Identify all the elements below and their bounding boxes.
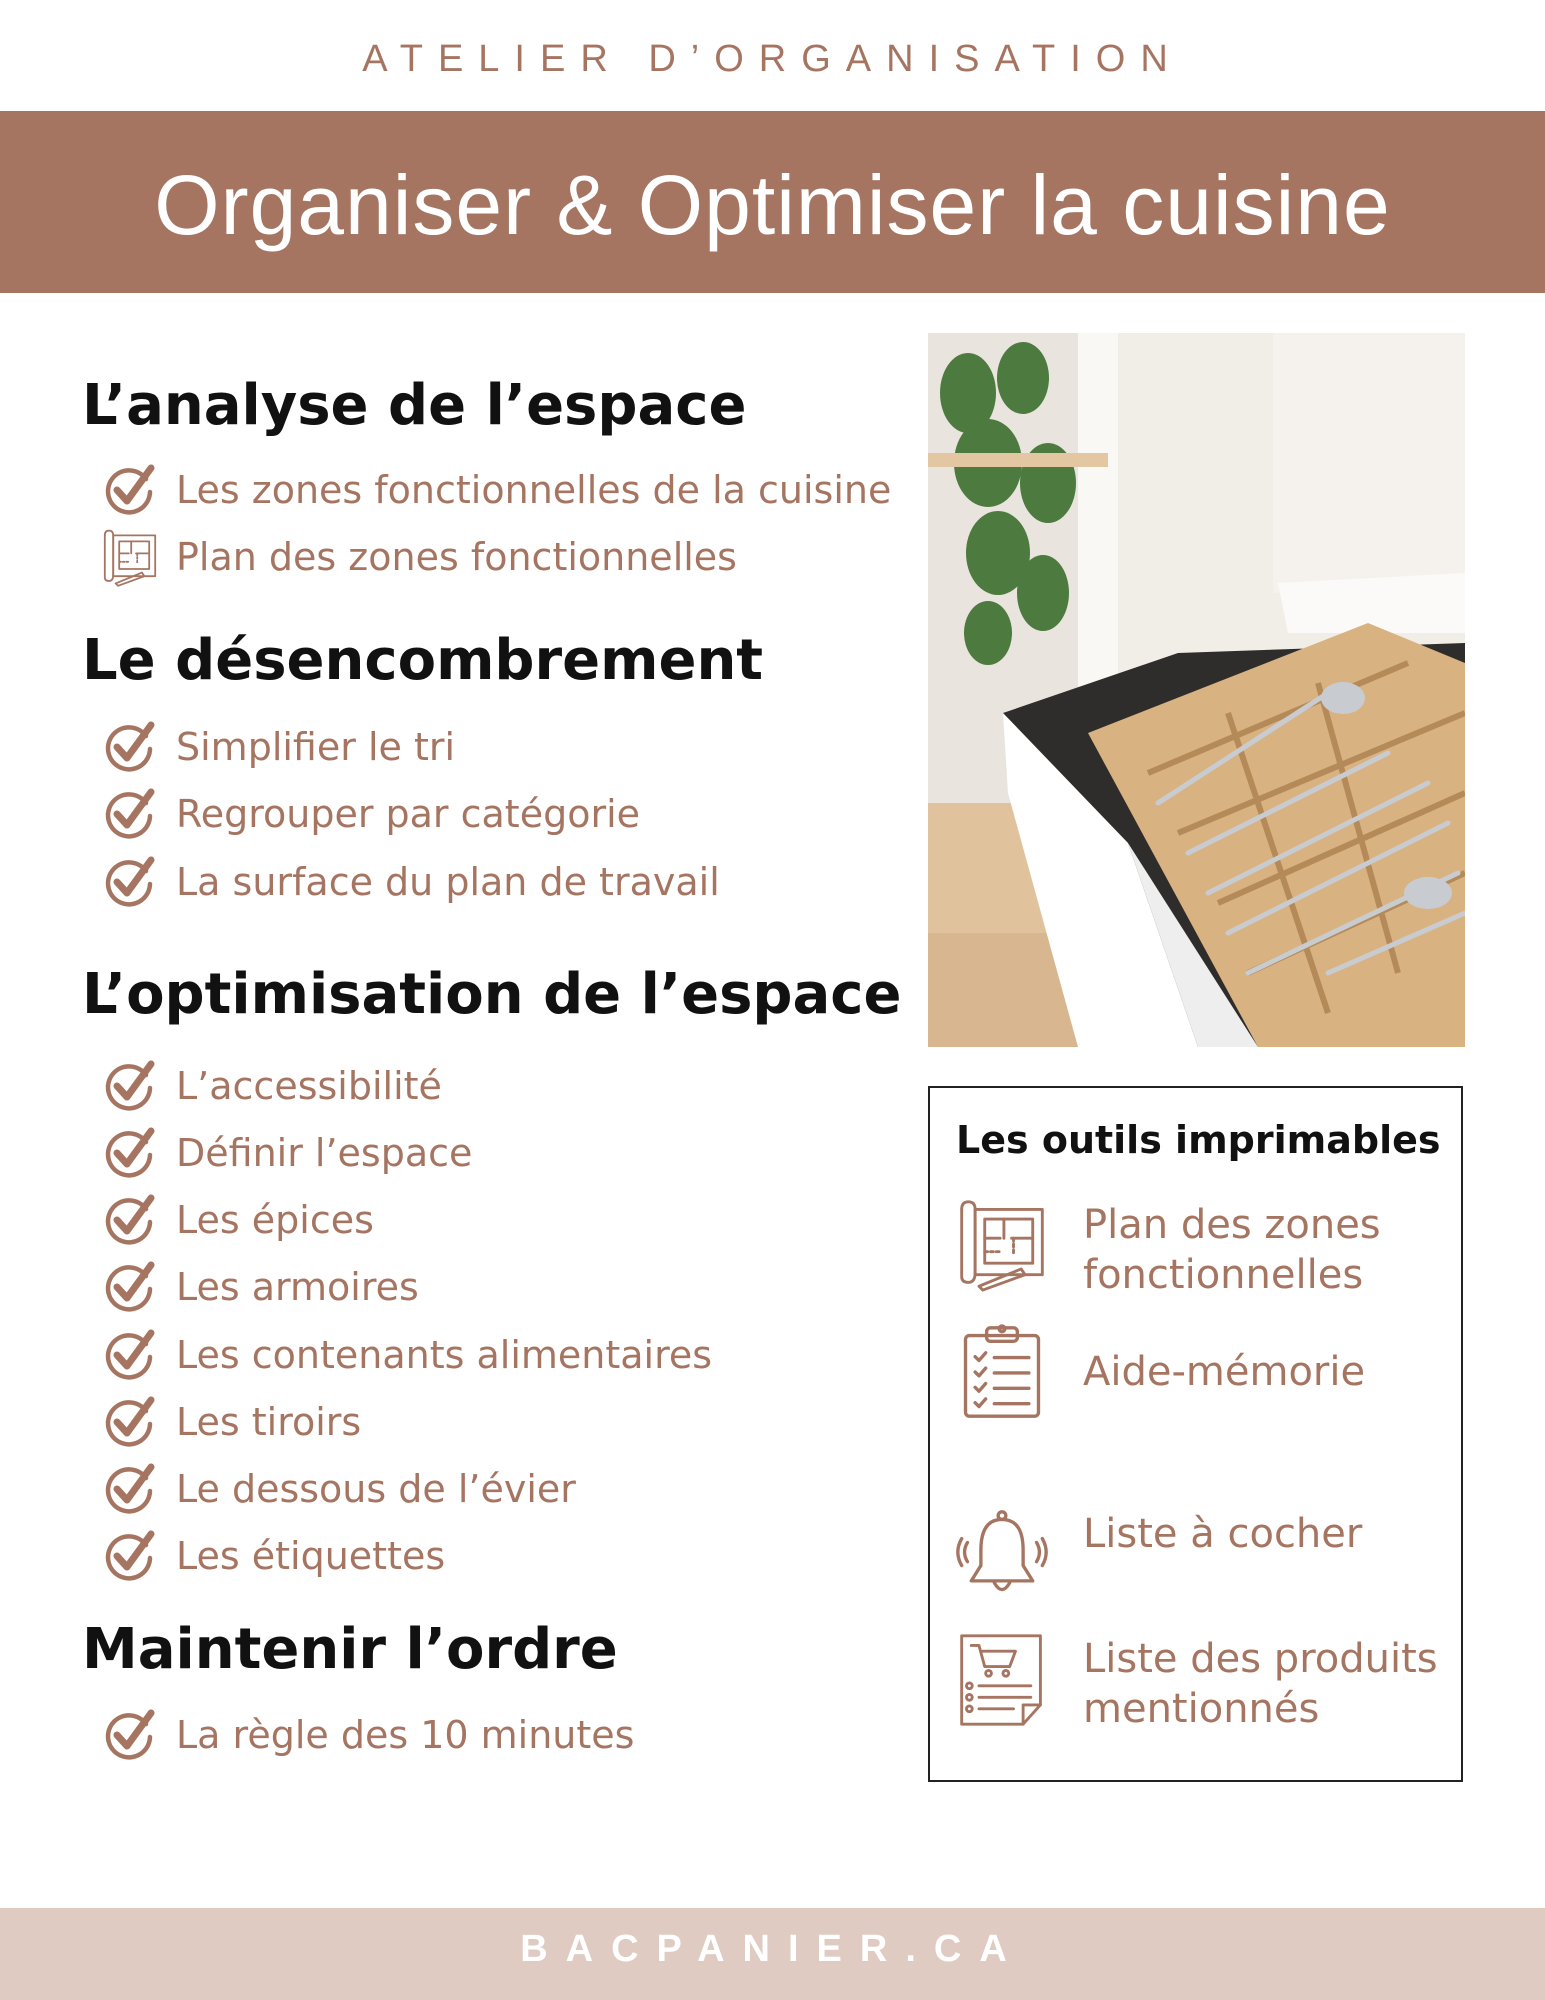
list-item-label: L’accessibilité [176, 1064, 442, 1108]
check-circle-icon [100, 1459, 160, 1519]
list-item [100, 1526, 445, 1586]
bell-icon [954, 1506, 1050, 1602]
check-circle-icon [100, 1325, 160, 1385]
check-circle-icon [100, 1257, 160, 1317]
shopping-list-icon [954, 1632, 1050, 1728]
list-item-label: Les épices [176, 1198, 374, 1242]
list-item [100, 1257, 419, 1317]
tool-label-line: mentionnés [1083, 1686, 1320, 1732]
check-circle-icon [100, 460, 160, 520]
list-item [100, 852, 720, 912]
list-item-label: Les contenants alimentaires [176, 1333, 713, 1377]
list-item [100, 1056, 442, 1116]
list-item [100, 1123, 472, 1183]
tool-label-line: Plan des zones [1083, 1202, 1381, 1248]
list-item [100, 784, 640, 844]
check-circle-icon [100, 784, 160, 844]
section-heading-desencombrement: Le désencombrement [82, 628, 764, 693]
clipboard-checklist-icon [954, 1324, 1050, 1420]
check-circle-icon [100, 717, 160, 777]
kitchen-drawer-photo [928, 333, 1465, 1047]
section-heading-analyse: L’analyse de l’espace [82, 373, 747, 438]
check-circle-icon [100, 1190, 160, 1250]
check-circle-icon [100, 1392, 160, 1452]
tools-title: Les outils imprimables [956, 1118, 1441, 1162]
check-circle-icon [100, 1526, 160, 1586]
list-item-label: Les tiroirs [176, 1400, 362, 1444]
footer [0, 1908, 1545, 2000]
page-title: Organiser & Optimiser la cuisine [154, 158, 1391, 252]
tool-label-plan [1083, 1200, 1381, 1300]
floor-plan-icon [954, 1196, 1050, 1292]
tool-label-aide-memoire [1083, 1347, 1365, 1397]
tool-label-line: Aide-mémorie [1083, 1349, 1366, 1395]
list-item-label: Définir l’espace [176, 1131, 473, 1175]
check-circle-icon [100, 1705, 160, 1765]
list-item-label: Regrouper par catégorie [176, 792, 641, 836]
list-item-label: Les zones fonctionnelles de la cuisine [176, 468, 892, 512]
tool-label-line: fonctionnelles [1083, 1252, 1364, 1298]
workshop-eyebrow: ATELIER D’ORGANISATION [362, 38, 1183, 80]
list-item-label: La surface du plan de travail [176, 860, 720, 904]
list-item-label: Les étiquettes [176, 1534, 446, 1578]
floor-plan-icon [100, 527, 160, 587]
tool-label-liste-cocher [1083, 1509, 1362, 1559]
check-circle-icon [100, 1123, 160, 1183]
list-item-label: Simplifier le tri [176, 725, 456, 769]
list-item-label: Les armoires [176, 1265, 419, 1309]
list-item-label: Plan des zones fonctionnelles [176, 535, 737, 579]
printable-tools-box [928, 1086, 1463, 1782]
tool-label-line: Liste des produits [1083, 1636, 1438, 1682]
title-banner [0, 111, 1545, 293]
tool-label-line: Liste à cocher [1083, 1511, 1363, 1557]
list-item-label: Le dessous de l’évier [176, 1467, 576, 1511]
check-circle-icon [100, 852, 160, 912]
list-item [100, 1190, 374, 1250]
list-item [100, 1392, 361, 1452]
section-heading-optimisation: L’optimisation de l’espace [82, 962, 902, 1027]
section-heading-maintenir: Maintenir l’ordre [82, 1617, 618, 1682]
check-circle-icon [100, 1056, 160, 1116]
tool-label-produits [1083, 1634, 1438, 1734]
footer-website: BACPANIER.CA [520, 1928, 1025, 1970]
list-item [100, 717, 455, 777]
list-item [100, 1459, 576, 1519]
list-item [100, 1705, 634, 1765]
list-item [100, 460, 891, 520]
list-item [100, 527, 737, 587]
list-item-label: La règle des 10 minutes [176, 1713, 635, 1757]
list-item [100, 1325, 712, 1385]
